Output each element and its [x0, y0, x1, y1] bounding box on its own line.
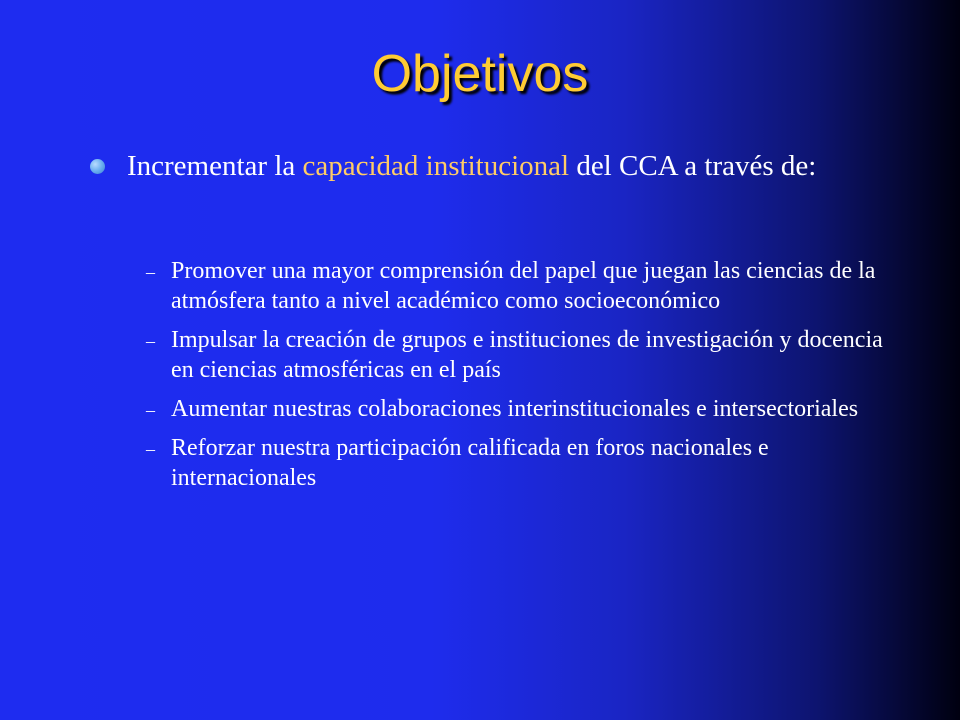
bullet-text-before: Incrementar la — [127, 150, 296, 182]
sub-bullet-text: Impulsar la creación de grupos e instituciones de investigación y docencia en ciencias atmosféricas en el país — [171, 327, 883, 383]
sub-bullet-item — [146, 325, 896, 385]
main-bullet — [90, 148, 880, 184]
sub-bullet-item — [146, 394, 896, 424]
sub-bullet-list — [146, 256, 896, 502]
sub-bullet-item — [146, 256, 896, 316]
dash-icon: – — [146, 331, 155, 351]
sub-bullet-text: Aumentar nuestras colaboraciones interinstitucionales e intersectoriales — [171, 396, 859, 422]
bullet-text-after: del CCA a través de: — [576, 150, 817, 182]
sub-bullet-text: Promover una mayor comprensión del papel que juegan las ciencias de la atmósfera tanto a nivel académico como socioeconómico — [171, 258, 876, 314]
slide-title: Objetivos — [371, 45, 589, 103]
dash-icon: – — [146, 439, 155, 459]
sub-bullet-item — [146, 433, 896, 493]
bullet-highlight: capacidad institucional — [302, 150, 570, 182]
main-bullet-text — [127, 148, 880, 184]
bullet-dot-icon — [90, 159, 105, 174]
dash-icon: – — [146, 262, 155, 282]
sub-bullet-text: Reforzar nuestra participación calificada en foros nacionales e internacionales — [171, 435, 769, 491]
dash-icon: – — [146, 400, 155, 420]
